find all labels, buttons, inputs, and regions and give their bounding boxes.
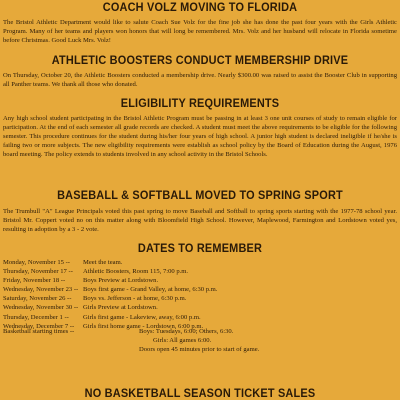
- basketball-times-doors: Doors open 45 minutes prior to start of game.: [139, 346, 260, 354]
- date-label: Wednesday, November 30 --: [3, 304, 79, 312]
- basketball-times-boys: Boys: Tuesdays, 6:00; Others, 6:30.: [139, 328, 234, 335]
- headline-baseball-softball: BASEBALL & SOFTBALL MOVED TO SPRING SPORT: [57, 190, 343, 202]
- basketball-times-row: [3, 345, 397, 354]
- date-event: Boys first game - Grand Valley, at home, 6:30 p.m.: [83, 286, 218, 294]
- date-row: [3, 258, 397, 267]
- date-label: Friday, November 18 --: [3, 277, 66, 285]
- headline-coach-volz: COACH VOLZ MOVING TO FLORIDA: [102, 2, 298, 14]
- date-row: [3, 294, 397, 303]
- date-event: Athletic Boosters, Room 115, 7:00 p.m.: [83, 268, 189, 276]
- headline-dates: DATES TO REMEMBER: [137, 243, 263, 255]
- headline-boosters: ATHLETIC BOOSTERS CONDUCT MEMBERSHIP DRIVE: [51, 55, 349, 67]
- paragraph-coach-volz: The Bristol Athletic Department would like to salute Coach Sue Volz for the fine job she has done the past four years with the Girls Athletic Program. Many of her teams and players won honors that will long be remembered. Mrs. Volz and her husband will relocate in Florida sometime before Christmas. Good Luck Mrs. Volz!: [3, 19, 397, 44]
- date-label: Monday, November 15 --: [3, 259, 70, 266]
- date-event: Boys Preview at Lordstown.: [83, 277, 159, 285]
- paragraph-eligibility: Any high school student participating in the Bristol Athletic Program must be passing in at least 3 one unit courses of study to remain eligible for participation. At the end of each semester all grade records are checked. A student must meet the above requirements to be eligible for the following semester. This procedure continues for the student during his/her four years of high school. A junior high student is declared ineligible if he/she is failing two or more subjects. The new eligibility requirements were establish as school policy by the Board of Education during the August, 1976 board meeting. The policy extends to students involved in any school activity in the Bristol Schools.: [3, 115, 397, 158]
- paragraph-boosters: On Thursday, October 20, the Athletic Boosters conducted a membership drive. Nearly $300.00 was raised to assist the Booster Club in supporting all Panther teams. We thank all those who donated.: [3, 72, 397, 88]
- date-event: Girls first game - Lakeview, away, 6:00 p.m.: [83, 313, 201, 321]
- basketball-times: [3, 327, 397, 354]
- date-event: Boys vs. Jefferson - at home, 6:30 p.m.: [83, 295, 187, 303]
- date-label: Thursday, December 1 --: [3, 313, 69, 321]
- basketball-times-row: [3, 327, 397, 336]
- paragraph-baseball-softball: The Trumbull "A" League Principals voted this past spring to move Baseball and Softball to spring sports starting with the 1977-78 school year. Bristol Mr. Coppert voted no on this matter along with Bloomfield High School. However, Maplewood, Farmington and Lordstown voted yes, resulting in adoption by a 3 - 2 vote.: [3, 208, 397, 233]
- date-event: Girls Preview at Lordstown.: [83, 304, 158, 312]
- headline-no-season-tickets: NO BASKETBALL SEASON TICKET SALES: [84, 388, 316, 400]
- date-label: Thursday, November 17 --: [3, 268, 73, 276]
- date-label: Wednesday, November 23 --: [3, 286, 79, 294]
- headline-eligibility: ELIGIBILITY REQUIREMENTS: [120, 98, 280, 110]
- date-event: Meet the team.: [83, 259, 123, 266]
- basketball-times-label: Basketball starting times --: [3, 328, 75, 335]
- date-label: Wednesday, December 7 --: [3, 322, 75, 330]
- date-row: [3, 313, 397, 322]
- date-row: [3, 285, 397, 294]
- date-row: [3, 267, 397, 276]
- dates-list: [3, 258, 397, 331]
- date-event: Girls first home game - Lordstown, 6:00 p.m.: [83, 322, 204, 330]
- basketball-times-row: [3, 336, 397, 345]
- date-label: Saturday, November 26 --: [3, 295, 72, 303]
- date-row: [3, 303, 397, 312]
- basketball-times-girls: Girls: All games 6:00.: [153, 337, 212, 345]
- date-row: [3, 276, 397, 285]
